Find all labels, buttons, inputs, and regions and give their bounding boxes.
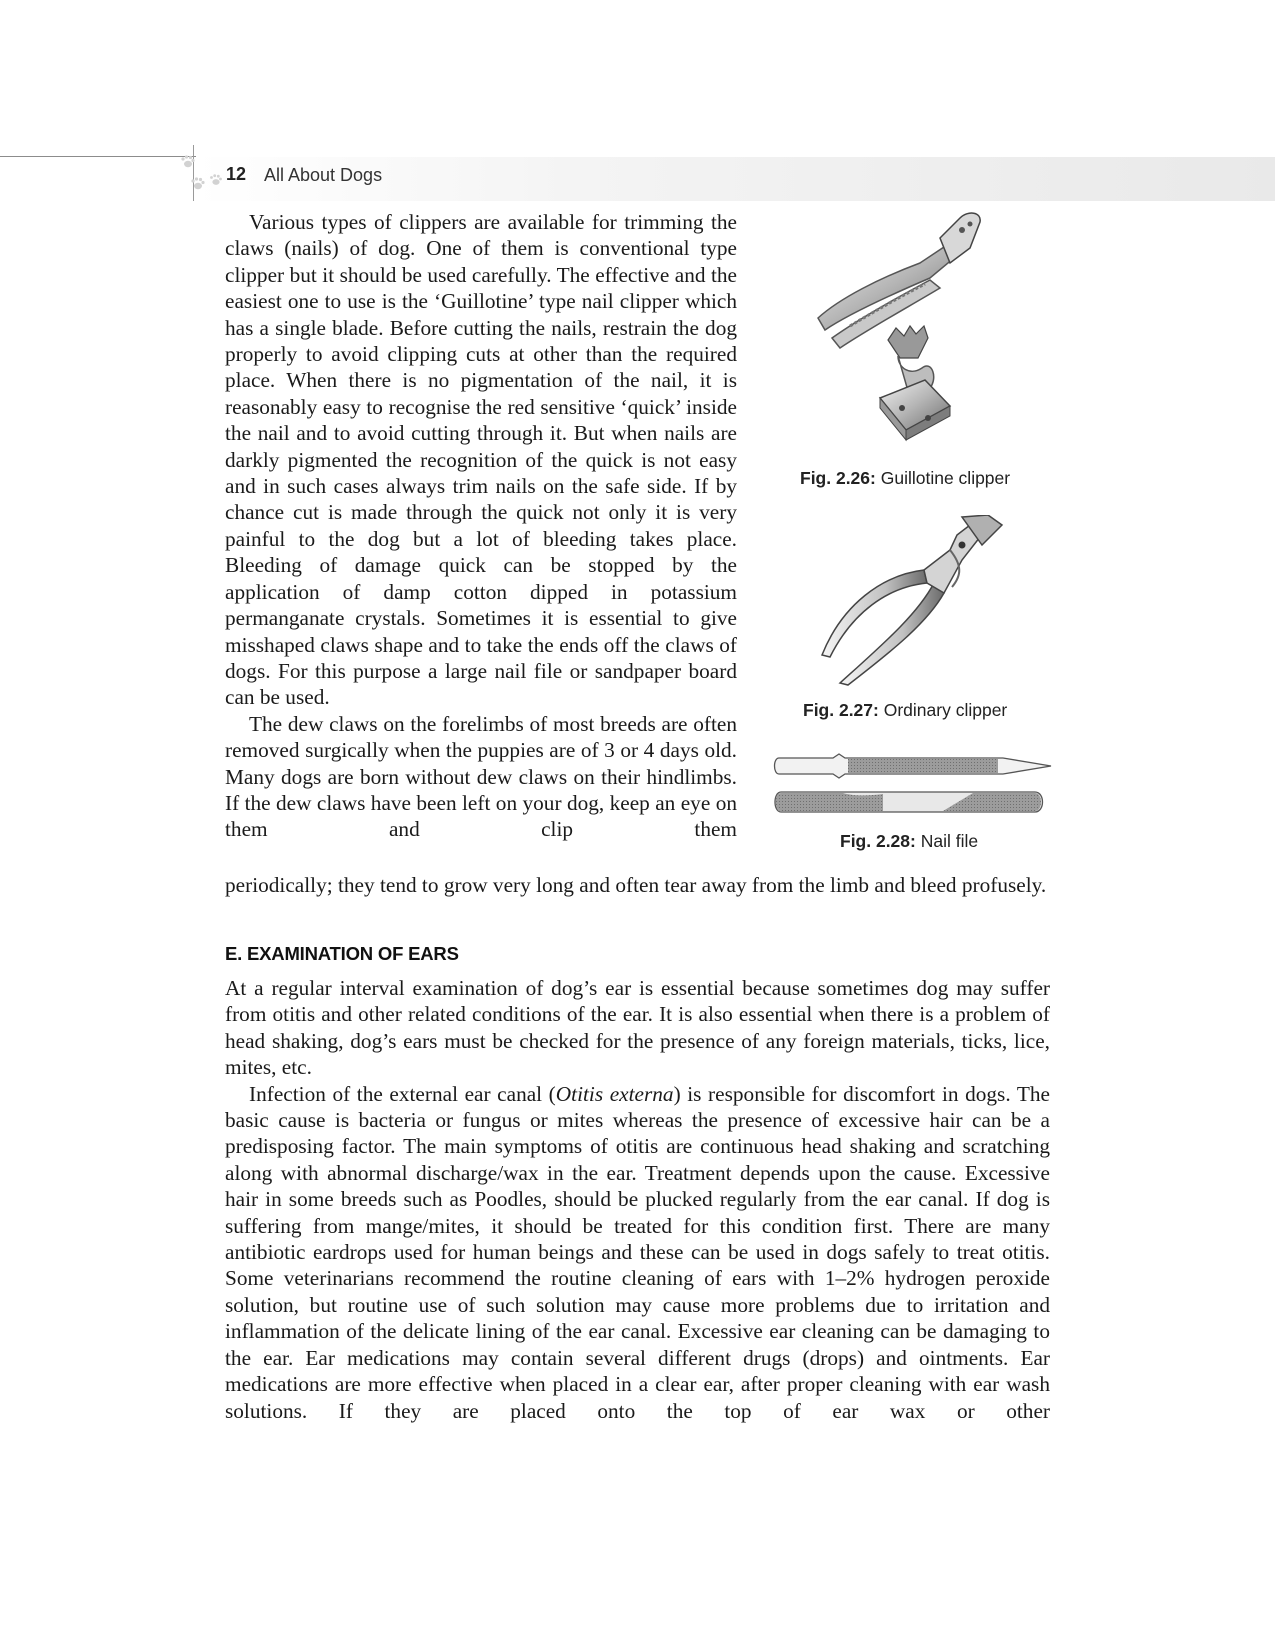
header-rule: [0, 156, 196, 157]
figure-caption-text: Guillotine clipper: [880, 468, 1011, 488]
figure-number: Fig. 2.26:: [800, 468, 876, 488]
section-heading: E. EXAMINATION OF EARS: [225, 943, 459, 964]
paragraph-ear-examination: At a regular interval examination of dog’s ear is essential because sometimes dog may suffer from otitis and other related conditions of the ear. It is also essential when there is a problem of head shaking, dog’s ears must be checked for the presence of any foreign materials, ticks, lice, mites, etc.: [225, 976, 1050, 1080]
paragraph-dew-claws-continuation: periodically; they tend to grow very long and often tear away from the limb and bleed profusely.: [225, 873, 1047, 897]
paragraph-clippers: Various types of clippers are available for trimming the claws (nails) of dog. One of them is conventional type clipper but it should be used carefully. The effective and the easiest one to use is the ‘Guillotine’ type nail clipper which has a single blade. Before cutting the nails, restrain the dog properly to avoid clipping cuts at other than the required place. When there is no pigmentation of the nail, it is reasonably easy to recognise the red sensitive ‘quick’ inside the nail and to avoid cutting through it. But when nails are darkly pigmented the recognition of the quick is not easy and in such cases always trim nails on the safe side. If by chance cut is made through the quick not only it is very painful to the dog but a lot of bleeding takes place. Bleeding of damage quick can be stopped by the application of damp cotton dipped in potassium permanganate crystals. Sometimes it is essential to give misshaped claws shape and to take the ends off the claws of dogs. For this purpose a large nail file or sandpaper board can be used.: [225, 210, 737, 710]
paragraph-otitis-rest: ) is responsible for discomfort in dogs. The basic cause is bacteria or fungus or mites whereas the presence of excessive hair can be a predisposing factor. The main symptoms of otitis are continuous head shaking and scratching along with abnormal discharge/wax in the ear. Treatment depends upon the cause. Excessive hair in some breeds such as Poodles, should be plucked regularly from the ear canal. If dog is suffering from mange/mites, it should be treated for this condition first. There are many antibiotic eardrops used for human beings and these can be used in dogs safely to treat otitis. Some veterinarians recommend the routine cleaning of ears with 1–2% hydrogen peroxide solution, but routine use of such solution may cause more problems due to irritation and inflammation of the delicate lining of the ear canal. Excessive ear cleaning can be damaging to the ear. Ear medications may contain several different drugs (drops) and ointments. Ear medications are more effective when placed in a clear ear, after proper cleaning with ear wash solutions. If they are placed onto the top of ear wax or other: [225, 1081, 1050, 1423]
section-text: [225, 975, 1050, 1424]
ordinary-clipper-illustration: [812, 515, 1012, 690]
figure-number: Fig. 2.28:: [840, 831, 916, 851]
paragraph-otitis: [225, 1081, 1050, 1424]
figure-caption-text: Ordinary clipper: [883, 700, 1008, 720]
term-otitis-externa: Otitis externa: [555, 1081, 674, 1106]
page-number: 12: [226, 164, 247, 184]
figure-caption-2-26: [800, 468, 1010, 489]
figure-caption-2-27: [803, 700, 1007, 721]
paragraph-dew-claws: The dew claws on the forelimbs of most breeds are often removed surgically when the puppies are of 3 or 4 days old. Many dogs are born without dew claws on their hindlimbs. If the dew claws have been left on your dog, keep an eye on them and clip them: [225, 711, 737, 842]
figure-caption-2-28: [840, 831, 978, 852]
paragraph-otitis-start: Infection of the external ear canal (: [249, 1081, 556, 1106]
guillotine-clipper-illustration: [810, 208, 1010, 458]
column-text: [225, 209, 737, 843]
running-head: All About Dogs: [264, 165, 383, 185]
figure-number: Fig. 2.27:: [803, 700, 879, 720]
nail-file-illustration: [773, 750, 1053, 820]
continuation-text: [225, 872, 1050, 898]
figure-caption-text: Nail file: [920, 831, 979, 851]
